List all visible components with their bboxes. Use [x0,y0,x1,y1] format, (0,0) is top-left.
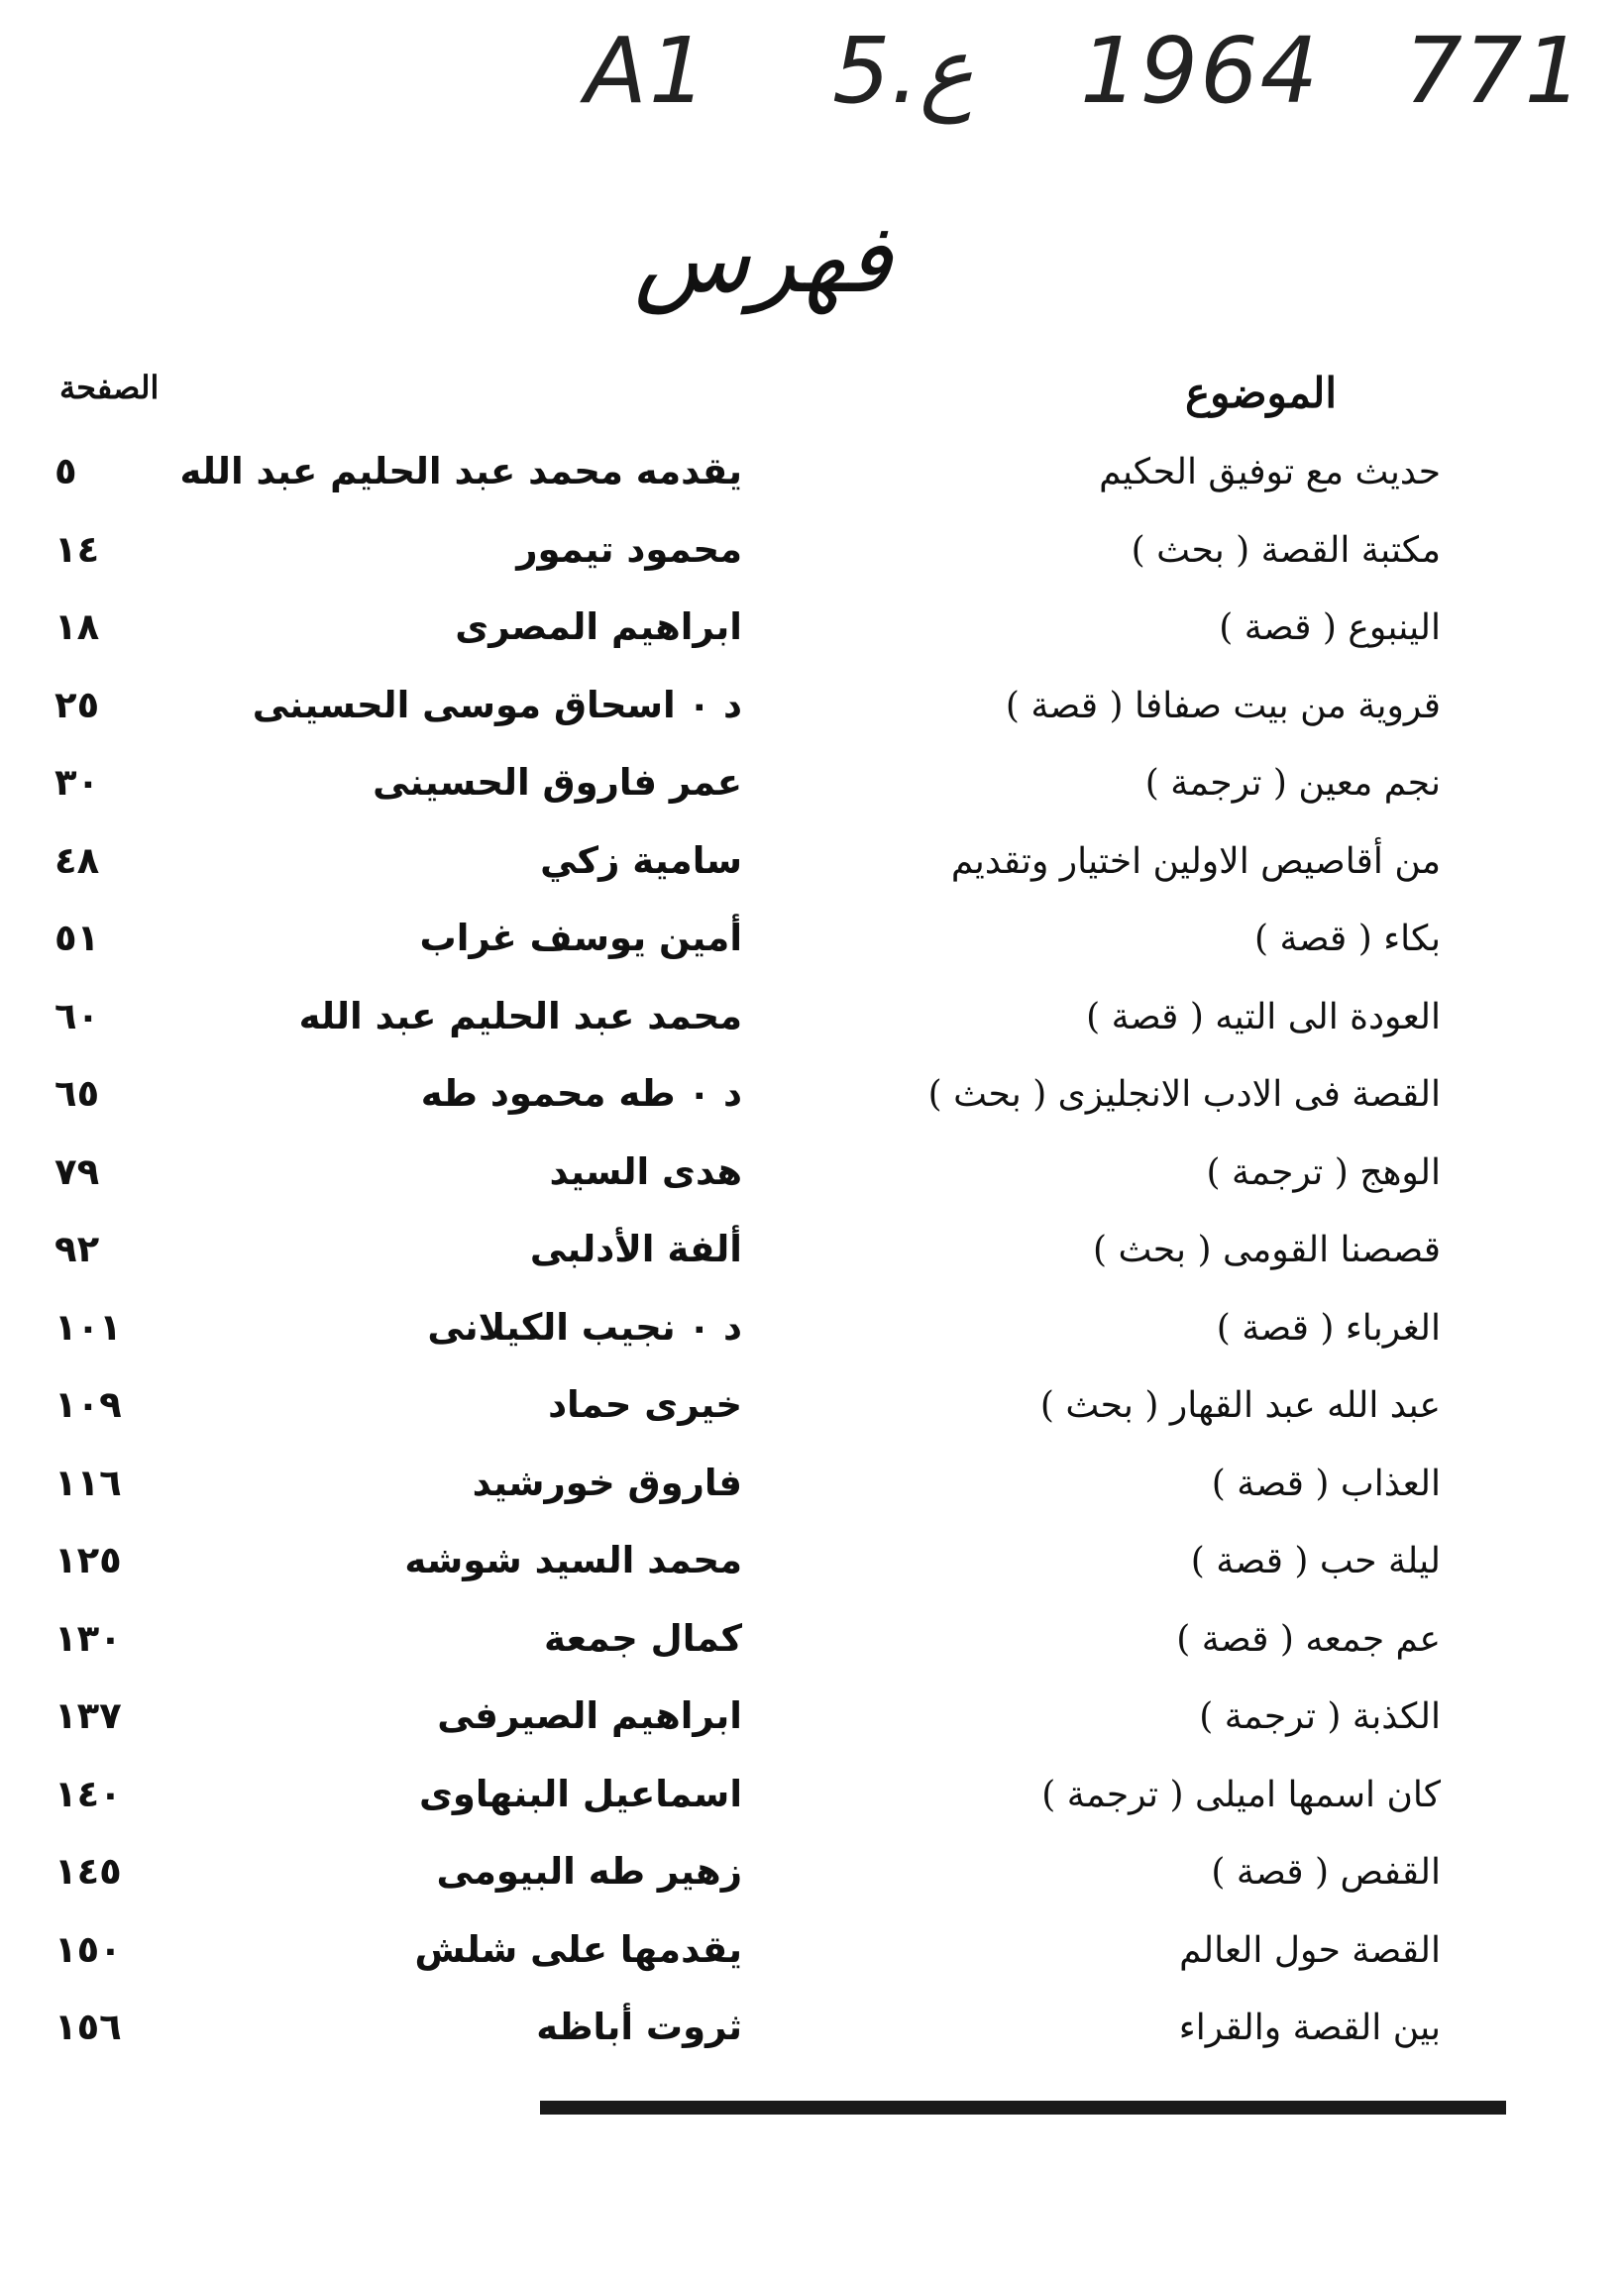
entry-page: ١٥٦ [54,2006,122,2048]
contents-row [0,2002,1624,2080]
entry-author: د ٠ نجيب الكيلانى [427,1305,742,1349]
entry-author: أمين يوسف غراب [419,917,742,959]
entry-page: ١٢٥ [54,1539,122,1581]
entry-page: ٩٢ [54,1228,100,1270]
entry-page: ١٤٠ [54,1772,122,1815]
entry-page: ١١٦ [54,1461,122,1504]
entry-subject: العودة الى التيه ( قصة ) [1086,996,1441,1037]
entry-author: محمود تيمور [516,527,742,571]
entry-author: ابراهيم المصرى [455,605,742,648]
contents-row [0,757,1624,835]
entry-author: سامية زكي [540,838,742,882]
entry-author: عمر فاروق الحسينى [373,761,742,804]
entry-author: خيرى حماد [548,1383,742,1426]
contents-row [0,1613,1624,1691]
entry-subject: من أقاصيص الاولين اختيار وتقديم [950,840,1441,882]
contents-row [0,1068,1624,1146]
entry-page: ٧٩ [54,1149,100,1193]
entry-subject: عبد الله عبد القهار ( بحث ) [1039,1385,1441,1426]
entry-page: ١٤٥ [54,1850,122,1893]
entry-subject: قصصنا القومى ( بحث ) [1092,1230,1441,1270]
entry-subject: بكاء ( قصة ) [1254,919,1441,959]
entry-subject: الوهج ( ترجمة ) [1206,1151,1441,1193]
entry-author: د ٠ طه محمود طه [420,1072,742,1115]
handwritten-note-part: 771 [1404,18,1584,124]
contents-row [0,1846,1624,1924]
entry-subject: الكذبة ( ترجمة ) [1199,1696,1441,1737]
handwritten-note [585,18,1594,127]
entry-subject: مكتبة القصة ( بحث ) [1131,529,1441,571]
contents-row [0,1458,1624,1536]
contents-row [0,913,1624,991]
contents-row [0,1535,1624,1613]
entry-subject: حديث مع توفيق الحكيم [1099,452,1441,492]
entry-subject: الغرباء ( قصة ) [1216,1307,1441,1349]
entry-page: ١٣٧ [54,1694,122,1737]
entry-subject: القصة فى الادب الانجليزى ( بحث ) [927,1074,1441,1115]
contents-row [0,601,1624,680]
contents-row [0,524,1624,602]
entry-subject: قروية من بيت صفافا ( قصة ) [1005,685,1441,726]
contents-row [0,446,1624,524]
entry-author: هدى السيد [549,1149,742,1193]
entry-subject: كان اسمها اميلى ( ترجمة ) [1041,1774,1441,1815]
contents-row [0,1379,1624,1458]
handwritten-note-part: 1964 [1080,18,1321,124]
handwritten-note-part: 5.ع [832,18,974,124]
entry-subject: العذاب ( قصة ) [1211,1463,1441,1504]
handwritten-note-part: A1 [585,18,709,124]
entry-page: ٣٠ [54,761,100,804]
entry-page: ٤٨ [54,838,100,882]
entry-author: د ٠ اسحاق موسى الحسينى [252,683,742,726]
entry-author: اسماعيل البنهاوى [418,1772,742,1815]
entry-author: فاروق خورشيد [472,1461,742,1504]
contents-row [0,1924,1624,2003]
contents-row [0,1224,1624,1302]
column-header-subject: الموضوع [1185,369,1337,417]
contents-row [0,1690,1624,1769]
contents-row [0,991,1624,1069]
entry-page: ٥١ [54,917,100,959]
entry-author: محمد السيد شوشه [404,1539,742,1581]
entry-page: ١٠١ [54,1305,122,1349]
entry-author: زهير طه البيومى [436,1850,742,1893]
entry-author: يقدمها على شلش [414,1927,742,1971]
entry-subject: القفص ( قصة ) [1211,1852,1441,1893]
entry-subject: القصة حول العالم [1179,1929,1441,1971]
page-title: فهرس [633,203,893,314]
contents-row [0,680,1624,758]
contents-row [0,1769,1624,1847]
entry-author: محمد عبد الحليم عبد الله [298,994,742,1037]
entry-page: ٢٥ [54,683,100,726]
contents-row [0,1302,1624,1380]
entry-author: ألفة الأدلبى [529,1228,742,1270]
contents-row [0,1146,1624,1225]
entry-author: كمال جمعة [544,1616,742,1660]
entry-page: ١٣٠ [54,1616,122,1660]
entry-subject: نجم معين ( ترجمة ) [1144,763,1441,804]
entry-subject: عم جمعه ( قصة ) [1176,1618,1441,1660]
entry-page: ١٨ [54,605,100,648]
contents-row [0,835,1624,914]
column-header-page: الصفحة [59,369,160,406]
entry-author: ابراهيم الصيرفى [437,1694,742,1737]
entry-subject: بين القصة والقراء [1178,2008,1441,2048]
horizontal-rule [540,2101,1506,2115]
entry-page: ١٤ [54,527,100,571]
entry-page: ٦٠ [54,994,100,1037]
entry-page: ٥ [54,450,77,492]
entry-page: ٦٥ [54,1072,100,1115]
entry-subject: الينبوع ( قصة ) [1219,607,1441,648]
entry-author: ثروت أباظه [536,2006,742,2048]
entry-subject: ليلة حب ( قصة ) [1190,1541,1441,1581]
entry-page: ١٠٩ [54,1383,122,1426]
contents-list [0,446,1624,2080]
entry-author: يقدمه محمد عبد الحليم عبد الله [179,450,742,492]
entry-page: ١٥٠ [54,1927,122,1971]
